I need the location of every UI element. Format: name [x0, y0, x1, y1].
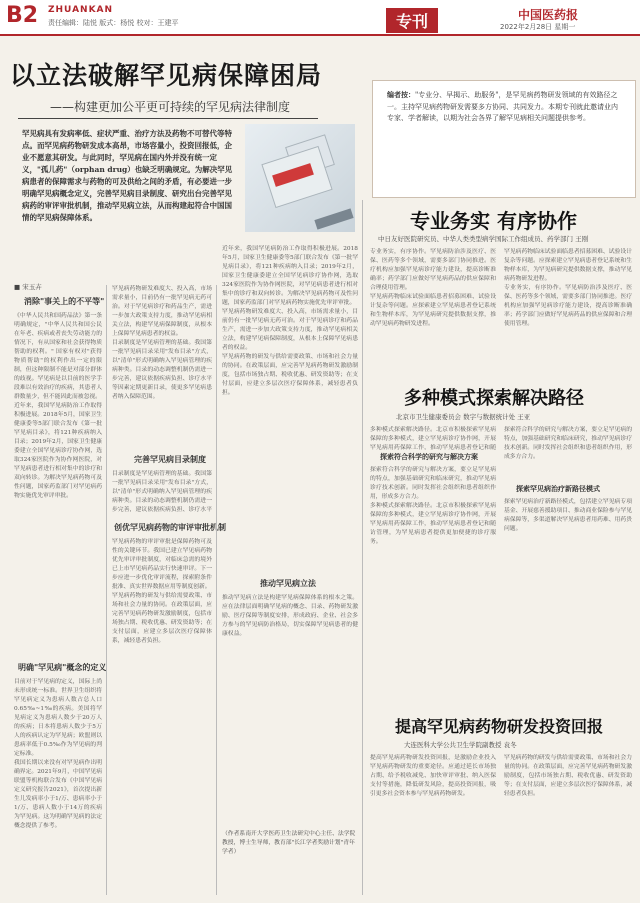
article2-title: 专业务实 有序协作 [410, 209, 577, 233]
article2-col-2: 罕见病药物临床试验面临患者招募困难、试验设计复杂等问题。应探索建立罕见病患者登记系统和生物样本库，为罕见病研究提供数据支撑，推动罕见病药物研发进程。 专业务实，有序协作。罕见病防治涉及医疗、医保、医药等多个领域，需要多部门协同推进。医疗机构应加强罕见病诊疗能力建设，提高诊断准确率；药学部门应做好罕见病药品的供应保障和合理使用管理。 [504, 249, 632, 327]
article4-col-2: 罕见病药物的研发与供给需要政策、市场和社会力量的协同。在政策层面，应完善罕见病药物研发激励制度，包括市场独占期、税收优惠、研发资助等；在支付层面，应建立多层次医疗保障体系，减轻患者负担。 [504, 755, 632, 797]
body-column-2b: 目录制度是罕见病管理的基础。我国第一批罕见病目录采用"发布目录"方式，以"清单"形式明确纳入罕见病管理的疾病种类。目录的动态调整机制仍需进一步完善，建议依据疾病负担、诊疗水平 [112, 471, 212, 512]
body-column-2: 罕见病药物研发难度大、投入高，市场需求量小，目前仍有一批罕见病无药可治。对于罕见病诊疗和药品生产，需进一步加大政策支持力度，推动罕见病相关立法，构建罕见病保障制度，从根本上保障罕见病患者的权益。 目录制度是罕见病管理的基础。我国第一批罕见病目录采用"发布目录"方式，以"清单"形式明确纳入罕见病管理的疾病种类。目录的动态调整机制仍需进一步完善，建议依据疾病负担、诊疗水平等因素定期更新目录，使更多罕见病患者纳入保障范围。 [112, 286, 212, 400]
article4-title: 提高罕见病药物研发投资回报 [395, 717, 604, 736]
body-column-3: 近年来，我国罕见病防治工作取得积极进展。2018年5月，国家卫生健康委等5部门联合发布《第一批罕见病目录》，将121种疾病纳入目录；2019年2月，国家卫生健康委建立全国罕见病诊疗协作网，选取324家医院作为协作网医院，对罕见病患者进行相对集中的诊疗和双向转诊。为解决罕见病药物可及性问题，国家药监部门对罕见病药物实施优先审评审批。 罕见病药物研发难度大、投入高，市场需求量小，目前仍有一批罕见病无药可治。对于罕见病诊疗和药品生产，需进一步加大政策支持力度，推动罕见病相关立法，构建罕见病保障制度，从根本上保障罕见病患者的权益。 罕见病药物的研发与供给需要政策、市场和社会力量的协同。在政策层面，应完善罕见病药物研发激励制度，包括市场独占期、税收优惠、研发资助等；在支付层面，应建立多层次医疗保障体系，减轻患者负担。 [222, 246, 358, 396]
subhead-1: 消除"事关上的不平等" [24, 297, 105, 306]
article3-col-1: 多种模式探索解决路径。北京市积极探索罕见病保障的多种模式，建立罕见病诊疗协作网，开展罕见病用药保障工作，推动罕见病患者登记和随 [370, 427, 496, 450]
editor-note-text: "专业分、早揭示、助服务"，是罕见病药物研发领域的有效路径之一。主持罕见病药物研发需要多方协同、共同发力。本期专刊就此邀请业内专家、学者解读，以期为社会各界了解罕见病相关问题提供参考。 [387, 91, 618, 122]
article4-author: 大连医科大学公共卫生学院副教授 袁冬 [404, 741, 517, 749]
pill-blister-icon [314, 208, 353, 229]
article3-subhead-1: 探索符合科学的研究与解决方案 [380, 453, 478, 461]
headline-rule [18, 118, 318, 119]
article3-col-2: 探索符合科学的研究与解决方案，要立足罕见病的特点，加强基础研究和临床研究，推动罕见病诊疗技术创新。同时发挥社会组织和患者组织作用，形成多方合力。 [504, 427, 632, 460]
page-header [0, 0, 640, 36]
article2-col-1: 专业务实，有序协作。罕见病防治涉及医疗、医保、医药等多个领域，需要多部门协同推进。医疗机构应加强罕见病诊疗能力建设，提高诊断准确率；药学部门应做好罕见病药品的供应保障和合理使用管理。 罕见病药物临床试验面临患者招募困难、试验设计复杂等问题。应探索建立罕见病患者登记系统和生物样本库，为罕见病研究提供数据支撑，推动罕见病药物研发进程。 [370, 249, 496, 327]
byline: ■ 宋玉卉 [14, 283, 42, 291]
body-column-1b: 目前对于罕见病的定义，国际上尚未形成统一标准。世界卫生组织将罕见病定义为患病人数占总人口0.65‰~1‰的疾病。美国将罕见病定义为患病人数少于20万人的疾病；日本将患病人数少于5万人的疾病认定为罕见病；欧盟则以患病率低于0.5‰作为罕见病的判定标准。 我国长期以来没有对罕见病作出明确界定。2021年9月，中国罕见病联盟等机构联合发布《中国罕见病定义研究报告2021》，首次提出新生儿发病率小于1/万、患病率小于1/万、患病人数小于14万的疾病为罕见病。这为明确罕见病的法定概念提供了参考。 [14, 679, 102, 829]
body-column-2c: 罕见病药物的审评审批是保障药物可及性的关键环节。我国已建立罕见病药物优先审评审批制度，对临床急需的境外已上市罕见病药品实行快速审评。下一步应进一步优化审评流程，探索附条件批准、真实世界数据应用等制度创新。 罕见病药物的研发与供给需要政策、市场和社会力量的协同。在政策层面，应完善罕见病药物研发激励制度，包括市场独占期、税收优惠、研发资助等；在支付层面，应建立多层次医疗保障体系，减轻患者负担。 [112, 539, 212, 644]
issue-date: 2022年2月28日 星期一 [500, 23, 576, 31]
article3-col-2b: 探索罕见病治疗新路径模式，包括建立罕见病专项基金、开展慈善援助项目、推动商业保险参与罕见病保障等，多渠道解决罕见病患者用药难、用药贵问题。 [504, 499, 632, 532]
section-badge: 专刊 [386, 8, 438, 33]
lead-paragraph: 罕见病具有发病率低、症状严重、治疗方法及药物不可替代等特点。而罕见病药物研发成本高昂，市场容量小，投资回报低，企业不愿意其研发。与此同时，罕见病在国内外并没有统一定义，"孤儿药"（orphan drug）也缺乏明确规定。为解决罕见病患者的保障需求与药物的可及供给之间的矛盾，有必要进一步明确罕见病概念定义，完善罕见病目录制度、研究出台完善罕见病药的审评审批机制，推动罕见病立法，从而构建起符合中国国情的罕见病保障体系。 [22, 129, 233, 222]
editor-note-box [372, 80, 636, 198]
body-column-3b: 推动罕见病立法是构建罕见病保障体系的根本之策。应在法律层面明确罕见病的概念、目录、药物研发激励、医疗保障等制度安排，形成政府、企业、社会多方参与的罕见病防治格局，切实保障罕见病患者的健康权益。 [222, 595, 358, 637]
article-photo [245, 124, 355, 232]
page-code: B2 [6, 3, 39, 28]
article3-col-1b: 探索符合科学的研究与解决方案，要立足罕见病的特点，加强基础研究和临床研究，推动罕见病诊疗技术创新。同时发挥社会组织和患者组织作用，形成多方合力。 多种模式探索解决路径。北京市积极探索罕见病保障的多种模式，建立罕见病诊疗协作网，开展罕见病用药保障工作，推动罕见病患者登记和随访管理，为罕见病患者提供更加便捷的诊疗服务。 [370, 467, 496, 545]
newspaper-name: 中国医药报 [518, 8, 579, 22]
article4-col-1: 提高罕见病药物研发投资回报，是激励企业投入罕见病药物研发的重要途径。应通过延长市场独占期、给予税收减免、加快审评审批、纳入医保支付等措施，降低研发风险，提高投资回报，吸引更多社会资本参与罕见病药物研发。 [370, 755, 496, 797]
subhead-3: 完善罕见病目录制度 [134, 455, 206, 464]
subhead-2: 明确"罕见病"概念的定义 [18, 663, 107, 672]
article3-subhead-2: 探索罕见病治疗新路径模式 [516, 485, 600, 493]
article3-author: 北京市卫生健康委员会 数字与数据统计处 王亚 [396, 413, 531, 421]
body-column-1: 《中华人民共和国药品法》第一条明确规定，"中华人民共和国公民在年老、疾病或者丧失劳动能力的情况下，有从国家和社会获得物质帮助的权利。" 国家有权对"获得物质帮助"的权利作出一定的限制，但这种限制不能是对部分群体的歧视。罕见病是以目前的医学手段难以有效治疗的疾病，其患者人群数量少，但不能因此而被忽视。 近年来，我国罕见病防治工作取得积极进展。2018年5月，国家卫生健康委等5部门联合发布《第一批罕见病目录》，将121种疾病纳入目录；2019年2月，国家卫生健康委建立全国罕见病诊疗协作网，选取324家医院作为协作网医院，对罕见病患者进行相对集中的诊疗和双向转诊。为解决罕见病药物可及性问题，国家药监部门对罕见病药物实施优先审评审批。 [14, 313, 102, 499]
editors-line: 责任编辑：陆悦 版式：杨悦 校对：王建平 [48, 19, 179, 27]
editor-note-label: 编者按： [387, 90, 415, 99]
subhead-5: 推动罕见病立法 [260, 579, 316, 588]
article3-title: 多种模式探索解决路径 [404, 388, 584, 409]
brand-label: ZHUANKAN [48, 5, 114, 15]
subhead-4: 创优罕见病药物的审评审批机制 [114, 523, 226, 532]
main-headline: 以立法破解罕见病保障困局 [10, 61, 323, 90]
article2-author: 中日友好医院研究员、中华人类类型病学国际工作组成员、药学部门 王刚 [378, 235, 589, 243]
author-footnote: （作者系南开大学医药卫生法研究中心主任、法学院教授，博士生导师，教育部"长江学者奖励计划"青年学者） [222, 831, 356, 855]
main-subtitle: ——构建更加公平更可持续的罕见病法律制度 [49, 100, 290, 114]
